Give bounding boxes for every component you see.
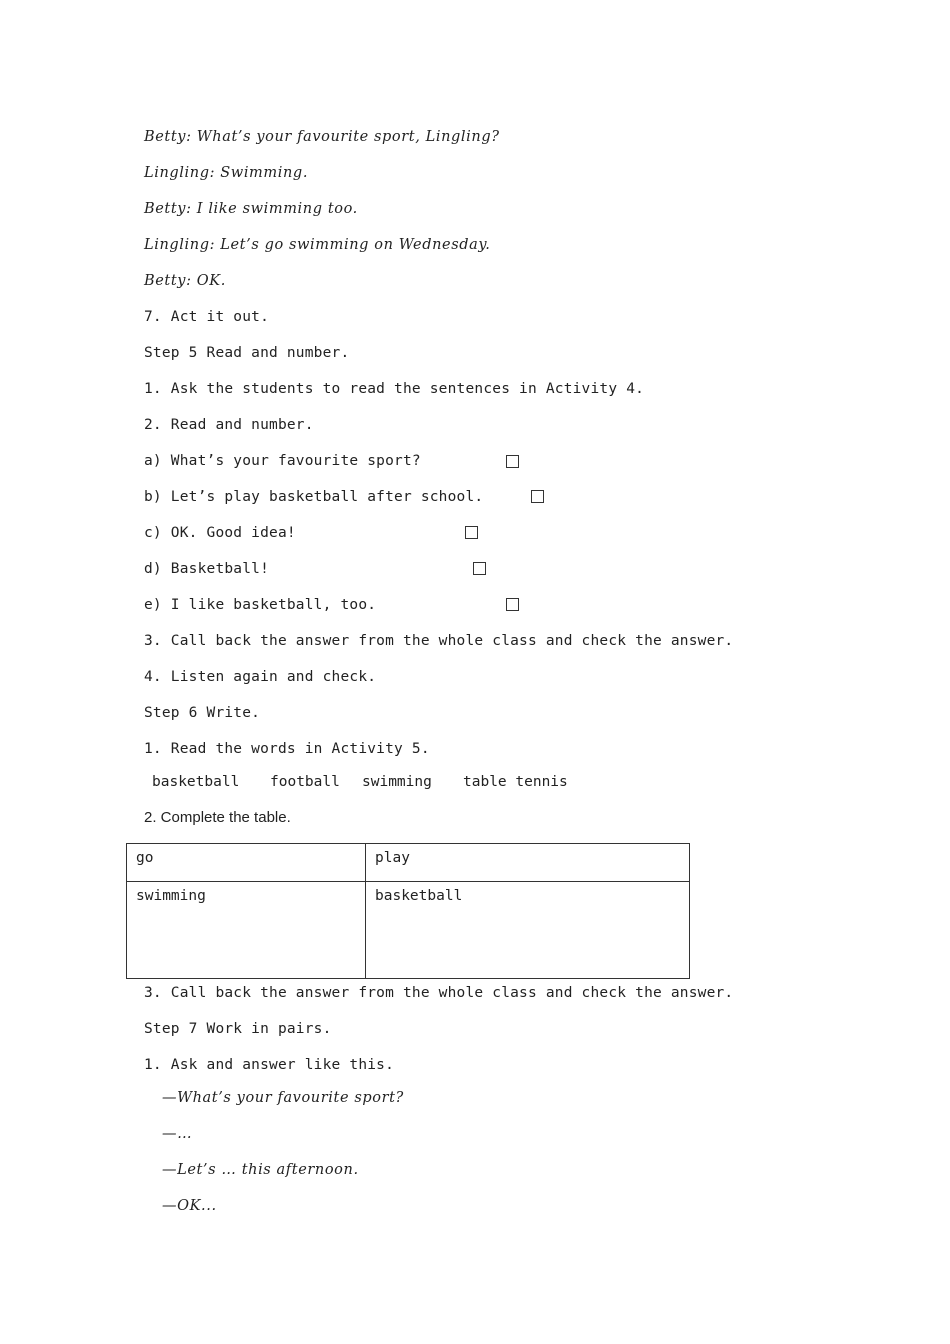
step7-title: Step 7 Work in pairs. <box>144 1021 332 1037</box>
table-header-go: go <box>127 844 366 882</box>
step6-item2: 2. Complete the table. <box>144 809 291 826</box>
dialogue-line: Betty: I like swimming too. <box>144 201 358 217</box>
dialogue-line: Betty: What’s your favourite sport, Lingling? <box>144 129 500 145</box>
option-d: d) Basketball! <box>144 561 270 577</box>
option-e: e) I like basketball, too. <box>144 597 377 613</box>
option-b: b) Let’s play basketball after school. <box>144 489 484 505</box>
step7-item1: 1. Ask and answer like this. <box>144 1057 395 1073</box>
table-header-play: play <box>366 844 690 882</box>
option-a: a) What’s your favourite sport? <box>144 453 421 469</box>
answer-box-b[interactable] <box>531 490 544 503</box>
pair-line: —… <box>162 1126 193 1142</box>
step5-title: Step 5 Read and number. <box>144 345 350 361</box>
dialogue-line: Betty: OK. <box>144 273 226 289</box>
sports-table <box>126 843 690 979</box>
word-football: football <box>270 774 340 790</box>
step5-item1: 1. Ask the students to read the sentences in Activity 4. <box>144 381 645 397</box>
answer-box-a[interactable] <box>506 455 519 468</box>
step6-item3: 3. Call back the answer from the whole class and check the answer. <box>144 985 734 1001</box>
word-swimming: swimming <box>362 774 432 790</box>
word-basketball: basketball <box>152 774 240 790</box>
act-it-out: 7. Act it out. <box>144 309 270 325</box>
pair-line: —What’s your favourite sport? <box>162 1090 404 1106</box>
table-cell-go: swimming <box>127 882 366 979</box>
step6-title: Step 6 Write. <box>144 705 261 721</box>
dialogue-line: Lingling: Let’s go swimming on Wednesday. <box>144 237 491 253</box>
step5-item3: 3. Call back the answer from the whole class and check the answer. <box>144 633 734 649</box>
answer-box-d[interactable] <box>473 562 486 575</box>
dialogue-line: Lingling: Swimming. <box>144 165 309 181</box>
step5-item2: 2. Read and number. <box>144 417 314 433</box>
pair-line: —Let’s … this afternoon. <box>162 1162 359 1178</box>
pair-line: —OK... <box>162 1198 217 1214</box>
answer-box-c[interactable] <box>465 526 478 539</box>
option-c: c) OK. Good idea! <box>144 525 296 541</box>
word-table-tennis: table tennis <box>463 774 568 790</box>
step5-item4: 4. Listen again and check. <box>144 669 377 685</box>
answer-box-e[interactable] <box>506 598 519 611</box>
table-cell-play: basketball <box>366 882 690 979</box>
step6-item1: 1. Read the words in Activity 5. <box>144 741 430 757</box>
